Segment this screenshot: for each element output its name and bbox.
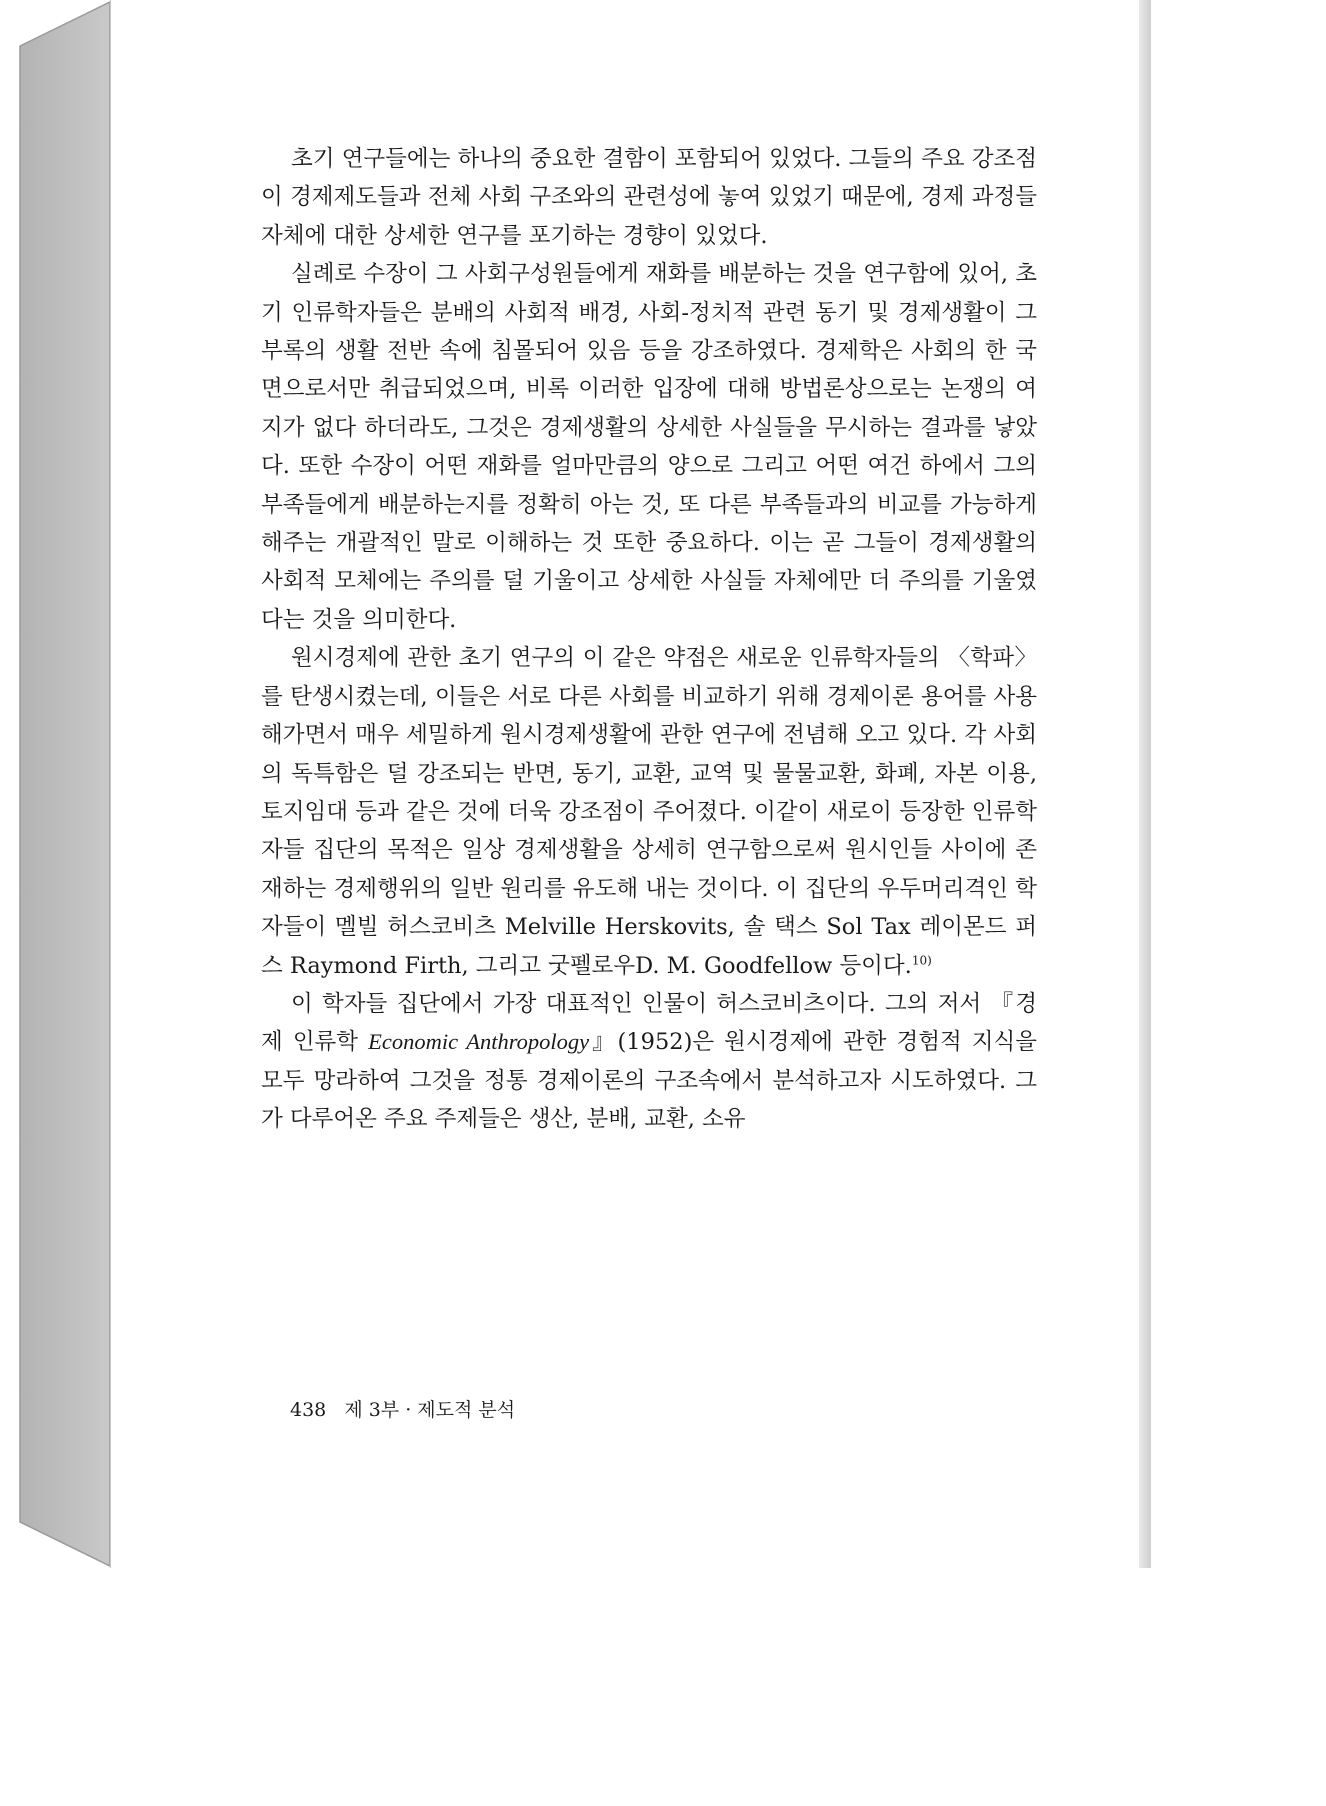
paragraph-3 xyxy=(261,639,1037,985)
page-edge xyxy=(1139,0,1151,1568)
paragraph-2-text: 실례로 수장이 그 사회구성원들에게 재화를 배분하는 것을 연구함에 있어, 초기 인류학자들은 분배의 사회적 배경, 사회-정치적 관련 동기 및 경제생활이 그 부록의 생활 전반 속에 침몰되어 있음 등을 강조하였다. 경제학은 사회의 한 국면으로서만 취급되었으며, 비록 이러한 입장에 대해 방법론상으로는 논쟁의 여지가 없다 하더라도, 그것은 경제생활의 상세한 사실들을 무시하는 결과를 낳았다. 또한 수장이 어떤 재화를 얼마만큼의 양으로 그리고 어떤 여건 하에서 그의 부족들에게 배분하는지를 정확히 아는 것, 또 다른 부족들과의 비교를 가능하게 해주는 개괄적인 말로 이해하는 것 또한 중요하다. 이는 곧 그들이 경제생활의 사회적 모체에는 주의를 덜 기울이고 상세한 사실들 자체에만 더 주의를 기울였다는 것을 의미한다. xyxy=(261,261,1037,633)
paragraph-1-text: 초기 연구들에는 하나의 중요한 결함이 포함되어 있었다. 그들의 주요 강조점이 경제제도들과 전체 사회 구조와의 관련성에 놓여 있었기 때문에, 경제 과정들 자체에 대한 상세한 연구를 포기하는 경향이 있었다. xyxy=(261,146,1037,249)
body-text xyxy=(261,140,1037,1139)
section-title: 제 3부 · 제도적 분석 xyxy=(344,1399,516,1421)
paragraph-4-text-after: 』(1952)은 원시경제에 관한 경험적 지식을 모두 망라하여 그것을 정통 경제이론의 구조속에서 분석하고자 시도하였다. 그가 다루어온 주요 주제들은 생산, 분배, 교환, 소유 xyxy=(261,1029,1037,1133)
page-number: 438 xyxy=(290,1399,327,1421)
footnote-marker: 10) xyxy=(911,953,932,968)
paragraph-4-text-before: 이 학자들 집단에서 가장 대표적인 인물이 허스코비츠이다. 그의 저서 『경제 인류학 xyxy=(261,990,1037,1056)
book-title-italic: Economic Anthropology xyxy=(368,1029,590,1055)
book-spine xyxy=(8,0,112,1568)
paragraph-4 xyxy=(261,985,1037,1139)
paragraph-3-text: 원시경제에 관한 초기 연구의 이 같은 약점은 새로운 인류학자들의 〈학파〉를 탄생시켰는데, 이들은 서로 다른 사회를 비교하기 위해 경제이론 용어를 사용해가면서 매우 세밀하게 원시경제생활에 관한 연구에 전념해 오고 있다. 각 사회의 독특함은 덜 강조되는 반면, 동기, 교환, 교역 및 물물교환, 화폐, 자본 이용, 토지임대 등과 같은 것에 더욱 강조점이 주어졌다. 이같이 새로이 등장한 인류학자들 집단의 목적은 일상 경제생활을 상세히 연구함으로써 원시인들 사이에 존재하는 경제행위의 일반 원리를 유도해 내는 것이다. 이 집단의 우두머리격인 학자들이 멜빌 허스코비츠 Melville Herskovits, 솔 택스 Sol Tax 레이몬드 퍼스 Raymond Firth, 그리고 굿펠로우D. M. Goodfellow 등이다. xyxy=(261,645,1037,979)
paragraph-2 xyxy=(261,255,1037,639)
page-footer xyxy=(290,1395,515,1422)
paragraph-1 xyxy=(261,140,1037,255)
